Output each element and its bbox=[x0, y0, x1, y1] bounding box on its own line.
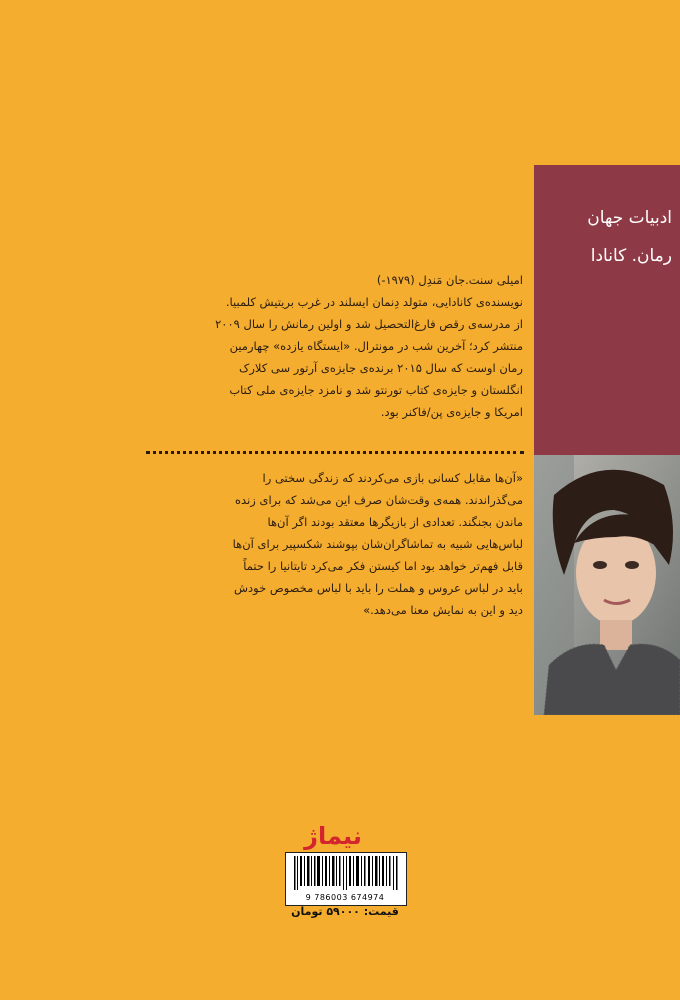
bio-line: امیلی سنت.جان مَندِل (۱۹۷۹-) bbox=[376, 273, 523, 287]
barcode-bars bbox=[286, 853, 406, 893]
quote-line: می‌گذراندند. همه‌ی وقت‌شان صرف این می‌شد که برای زنده bbox=[235, 493, 523, 507]
author-portrait-image bbox=[534, 455, 680, 715]
bio-line: از مدرسه‌ی رقص فارغ‌التحصیل شد و اولین رمانش را سال ۲۰۰۹ bbox=[215, 317, 523, 331]
quote-line: دید و این به نمایش معنا می‌دهد.» bbox=[363, 603, 523, 617]
bio-line: نویسنده‌ی کانادایی، متولد دِنمان ایسلند در غرب بریتیش کلمبیا. bbox=[225, 295, 523, 309]
bio-line: رمان اوست که سال ۲۰۱۵ برنده‌ی جایزه‌ی آرتور سی کلارک bbox=[239, 361, 523, 375]
publisher-logo-text: نیماژ bbox=[304, 822, 362, 850]
price-label: قیمت: ۵۹۰۰۰ تومان bbox=[291, 905, 399, 918]
quote-line: «آن‌ها مقابل کسانی بازی می‌کردند که زندگی سختی را bbox=[262, 471, 523, 485]
quote-line: ماندن بجنگند. تعدادی از بازیگرها معتقد بودند اگر آن‌ها bbox=[267, 515, 523, 529]
author-bio bbox=[140, 269, 523, 423]
book-quote bbox=[140, 467, 523, 621]
quote-line: لباس‌هایی شبیه به تماشاگران‌شان بپوشند شکسپیر برای آن‌ها bbox=[232, 537, 523, 551]
bio-line: امریکا و جایزه‌ی پن/فاکنر بود. bbox=[380, 405, 523, 419]
series-label: ادبیات جهان bbox=[587, 208, 672, 228]
author-photo bbox=[534, 455, 680, 715]
quote-line: قابل فهم‌تر خواهد بود اما کیستن فکر می‌کرد تایتانیا را حتماً bbox=[243, 559, 523, 573]
genre-label: رمان. کانادا bbox=[590, 246, 672, 266]
bio-line: منتشر کرد؛ آخرین شب در مونترال. «ایستگاه یازده» چهارمین bbox=[229, 339, 523, 353]
quote-line: باید در لباس عروس و هملت را باید با لباس مخصوص خودش bbox=[233, 581, 523, 595]
bio-line: انگلستان و جایزه‌ی کتاب تورنتو شد و نامزد جایزه‌ی ملی کتاب bbox=[229, 383, 523, 397]
isbn-number: 9 786003 674974 bbox=[305, 893, 385, 902]
dotted-divider bbox=[146, 451, 524, 454]
